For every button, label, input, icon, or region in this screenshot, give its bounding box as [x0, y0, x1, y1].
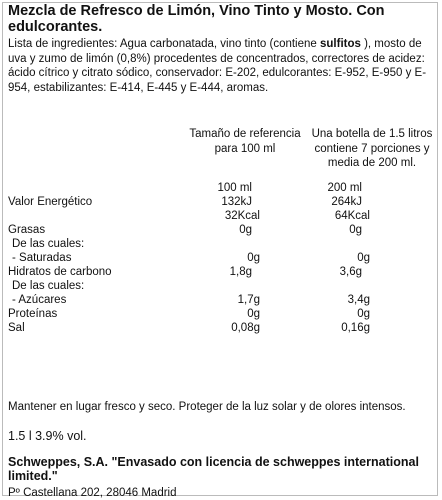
ingredients-text-start: Lista de ingredientes: Agua carbonatada, vino tinto (contiene: [8, 38, 320, 50]
value-100ml: 0g: [247, 308, 260, 320]
allergen-sulfitos: sulfitos: [320, 38, 361, 50]
nutrient-label: - Azúcares: [12, 294, 67, 306]
storage-instructions: Mantener en lugar fresco y seco. Proteger de la luz solar y de olores intensos.: [8, 401, 406, 413]
nutrient-label: Sal: [8, 322, 25, 334]
unit-col2: 200 ml: [327, 182, 362, 194]
company-address: Pº Castellana 202, 28046 Madrid: [8, 487, 177, 499]
product-title: Mezcla de Refresco de Limón, Vino Tinto y Mosto. Con edulcorantes.: [8, 3, 385, 35]
header-bottle-portions: Una botella de 1.5 litros contiene 7 porciones y media de 200 ml.: [311, 128, 433, 169]
value-200ml: 0g: [349, 224, 362, 236]
nutrient-label: De las cuales:: [12, 238, 85, 250]
value-100ml: 132kJ: [221, 196, 252, 208]
value-100ml: 0,08g: [231, 322, 260, 334]
value-100ml: 1,8g: [229, 266, 252, 278]
value-100ml: 32Kcal: [224, 210, 260, 222]
ingredients-list: [8, 37, 432, 95]
value-200ml: 0,16g: [341, 322, 370, 334]
value-100ml: 1,7g: [237, 294, 260, 306]
nutrition-row-salt: [0, 320, 442, 336]
value-200ml: 64Kcal: [334, 210, 370, 222]
nutrient-label: Valor Energético: [8, 196, 93, 208]
nutrient-label: Grasas: [8, 224, 46, 236]
value-200ml: 264kJ: [331, 196, 362, 208]
value-200ml: 0g: [357, 252, 370, 264]
nutrient-label: - Saturadas: [12, 252, 72, 264]
header-reference-size: Tamaño de referencia para 100 ml: [189, 128, 301, 155]
value-200ml: 3,6g: [339, 266, 362, 278]
value-200ml: 0g: [357, 308, 370, 320]
ingredients-text-end: ), mosto de uva y zumo de limón (0,8%) procedentes de concentrados, correctores de acidez: ácido cítrico y citrato sódico, conservador: E-202, edulcorantes: E-952, E-950 y E-954, estabilizantes: E-414, E-445 y E-444, aromas.: [8, 38, 427, 94]
nutrient-label: Proteínas: [8, 308, 58, 320]
value-100ml: 0g: [247, 252, 260, 264]
nutrient-label: De las cuales:: [12, 280, 85, 292]
company-info: Schweppes, S.A. "Envasado con licencia de schweppes international limited.": [8, 455, 419, 483]
value-200ml: 3,4g: [347, 294, 370, 306]
value-100ml: 0g: [239, 224, 252, 236]
volume-alcohol: 1.5 l 3.9% vol.: [8, 429, 87, 443]
nutrient-label: Hidratos de carbono: [8, 266, 112, 278]
unit-col1: 100 ml: [217, 182, 252, 194]
